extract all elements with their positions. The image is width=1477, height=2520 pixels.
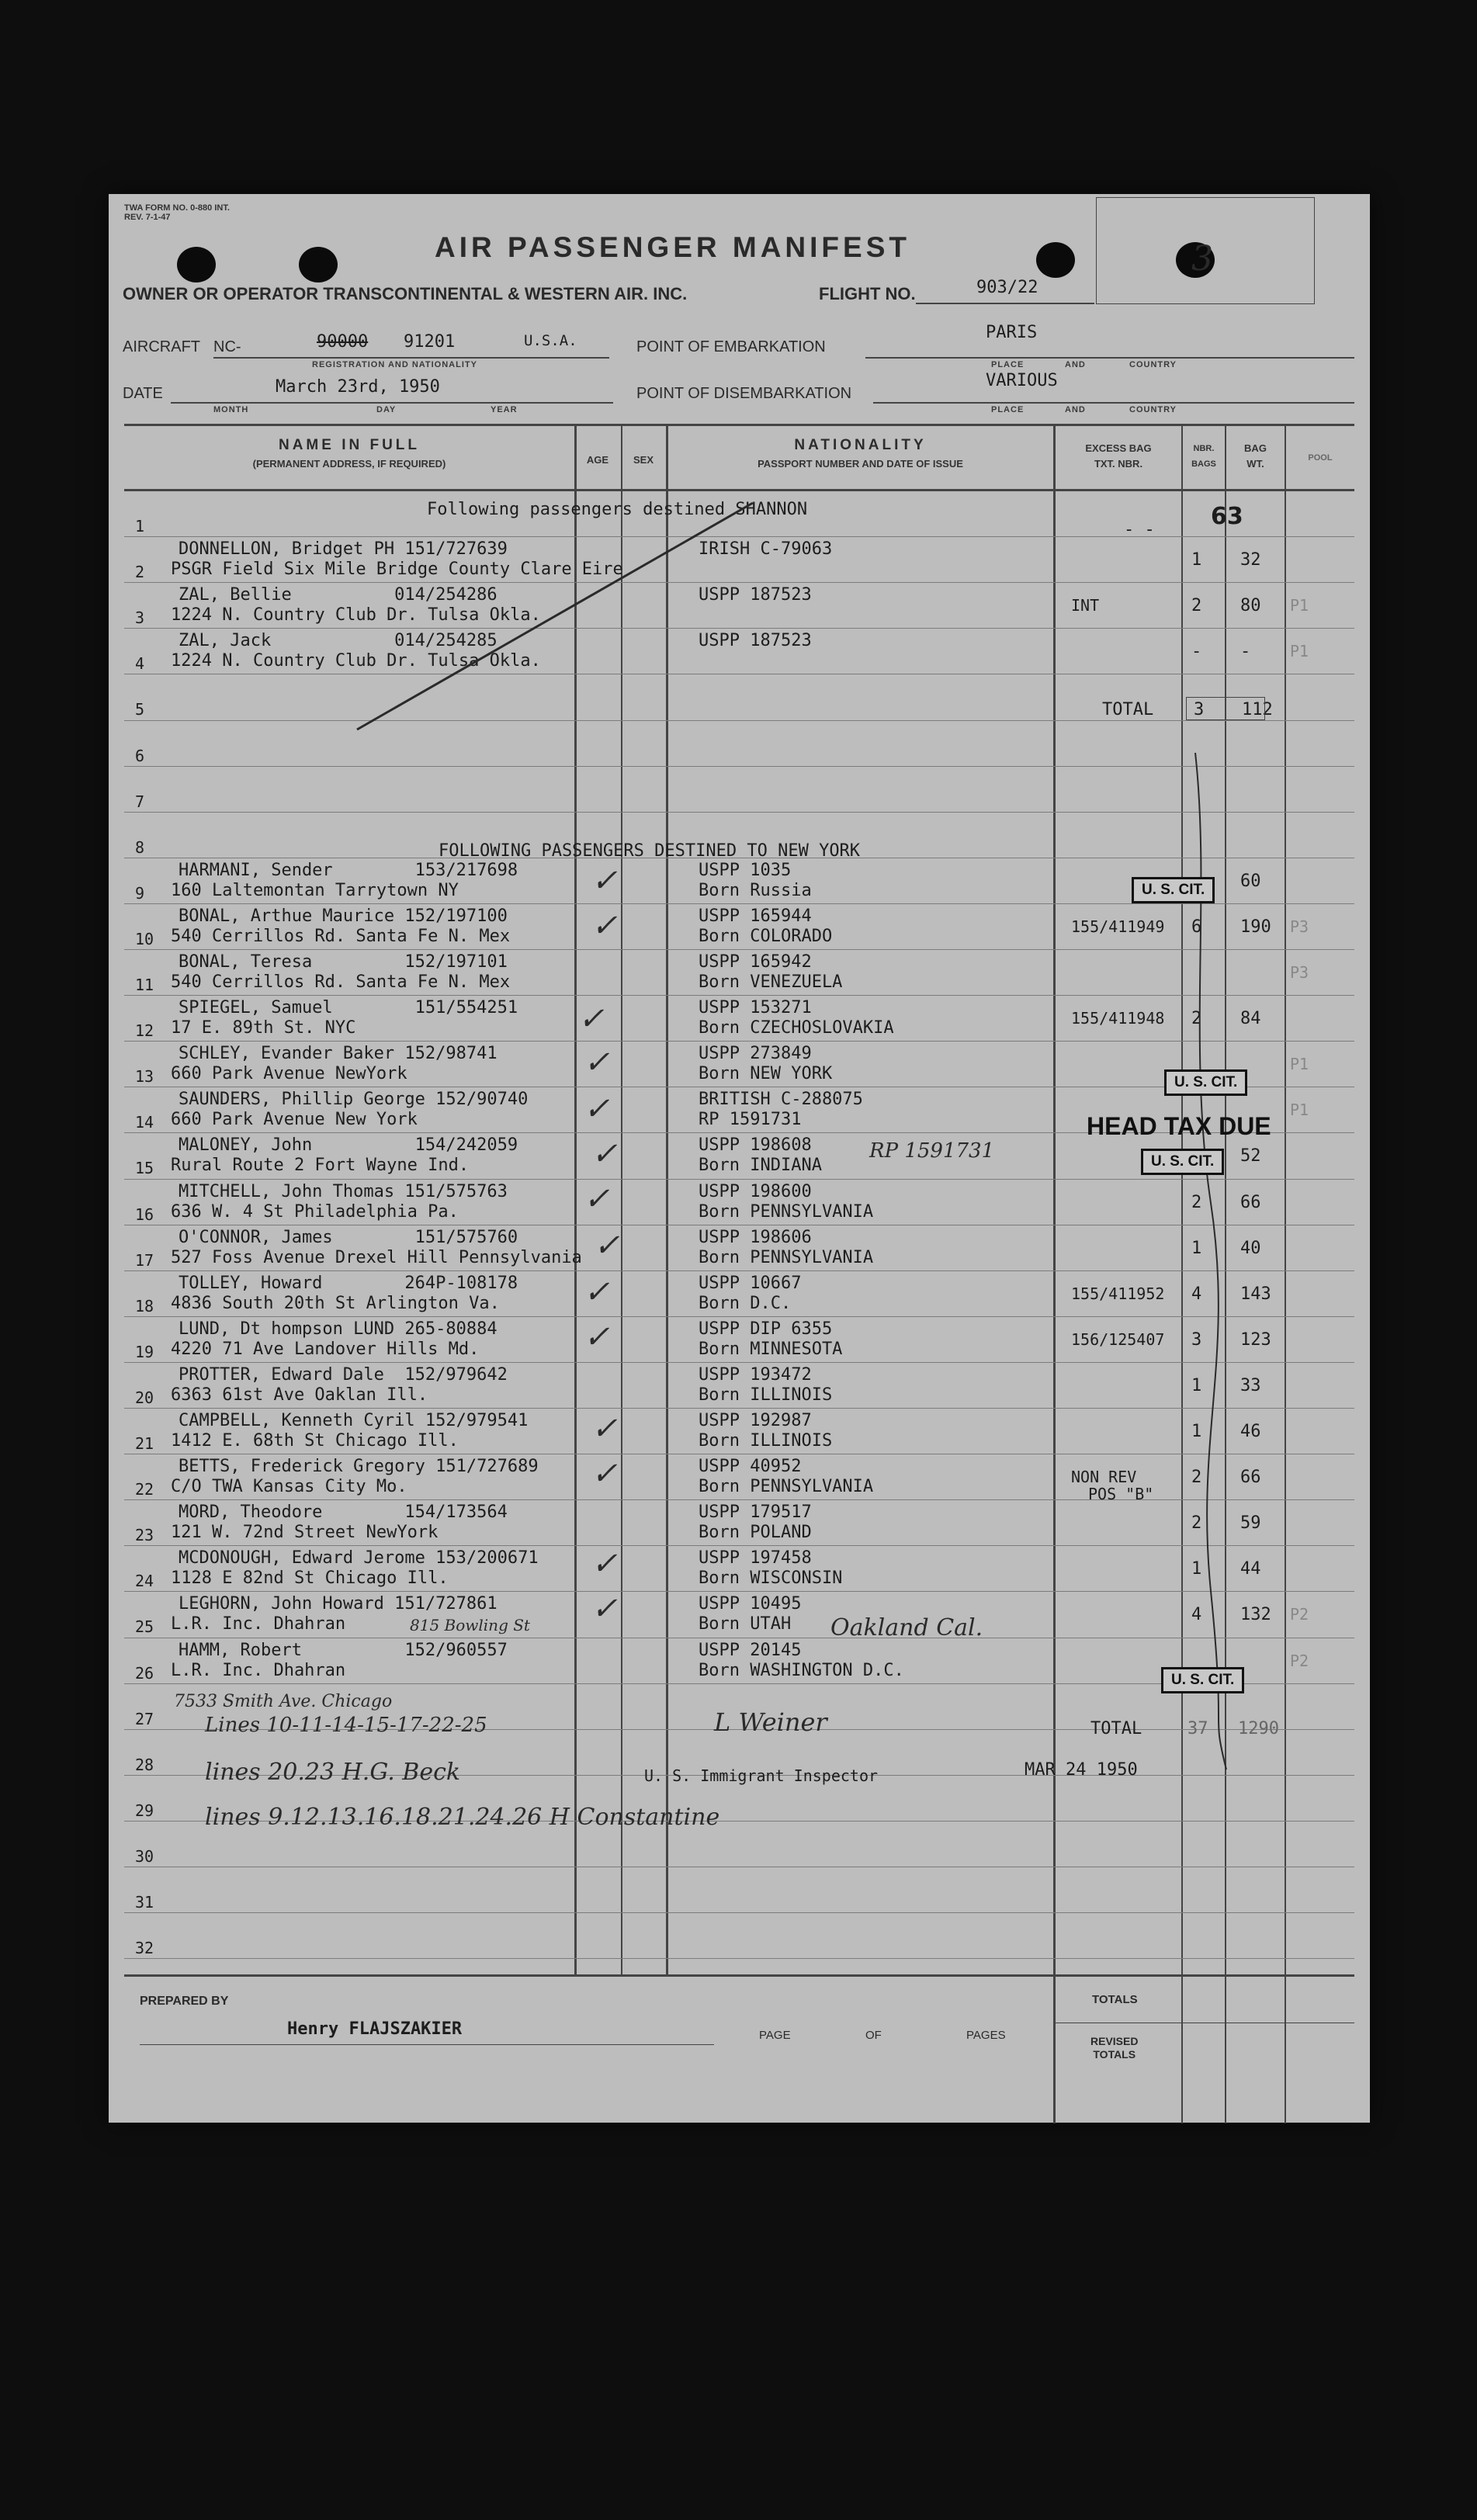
header-excess-2: TXT. NBR. [1094,458,1143,470]
passenger-passport: USPP 198600 [699,1182,812,1201]
header-pool: POOL [1308,453,1333,463]
excess-bag-ticket: 156/125407 [1071,1330,1165,1349]
check-mark: ✓ [591,1456,618,1492]
bag-total-mark: 63 [1211,503,1243,530]
bag-weight: 80 [1240,596,1261,615]
passenger-address: L.R. Inc. Dhahran [171,1661,346,1680]
section2-heading: FOLLOWING PASSENGERS DESTINED TO NEW YORK [439,841,861,861]
passenger-passport: USPP 187523 [699,631,812,650]
page-mark: 3 [1191,239,1213,279]
header-bags-1: NBR. [1193,444,1215,453]
bag-weight: 52 [1240,1146,1261,1166]
row-number: 11 [135,976,154,994]
passenger-address: 121 W. 72nd Street NewYork [171,1523,439,1542]
row-number: 25 [135,1617,154,1636]
owner-label: OWNER OR OPERATOR TRANSCONTINENTAL & WESTERN AIR. INC. [123,284,688,303]
passenger-birthplace: Born PENNSYLVANIA [699,1202,874,1222]
bag-weight: 60 [1240,872,1261,891]
passenger-name: MITCHELL, John Thomas 151/575763 [179,1182,508,1201]
check-mark: ✓ [591,1411,618,1447]
passenger-name: ZAL, Bellie 014/254286 [179,585,498,605]
pages-label: PAGES [966,2029,1006,2042]
place-caption-2: PLACE [991,405,1025,414]
row-number: 27 [135,1710,154,1728]
passenger-address: 4836 South 20th St Arlington Va. [171,1294,500,1313]
passenger-birthplace: Born INDIANA [699,1156,822,1175]
bag-weight: 66 [1240,1468,1261,1487]
passenger-passport: IRISH C-79063 [699,539,833,559]
passenger-passport: USPP 198606 [699,1228,812,1247]
row-number: 15 [135,1159,154,1177]
handwritten-oakland: Oakland Cal. [830,1614,983,1641]
passenger-birthplace: Born PENNSYLVANIA [699,1248,874,1267]
passenger-passport: USPP 10667 [699,1274,802,1293]
row-number: 29 [135,1801,154,1820]
us-cit-stamp: U. S. CIT. [1164,1069,1247,1096]
passenger-birthplace: Born NEW YORK [699,1064,833,1083]
revised-totals-label [1090,2035,1138,2061]
pool-code: P2 [1290,1605,1309,1624]
pool-code: P1 [1290,1055,1309,1073]
row-number: 19 [135,1343,154,1361]
and-caption-2: AND [1065,405,1086,414]
grand-total-weight: 1290 [1238,1719,1279,1738]
excess-bag-ticket: NON REV [1071,1468,1137,1486]
inspector-date: MAR 24 1950 [1025,1760,1138,1780]
bag-weight: 132 [1240,1605,1271,1624]
passenger-address: 160 Laltemontan Tarrytown NY [171,881,459,900]
check-mark: ✓ [591,1546,618,1582]
us-cit-stamp: U. S. CIT. [1161,1667,1244,1693]
revised-label-1: REVISED [1090,2035,1139,2047]
passenger-name: BETTS, Frederick Gregory 151/727689 [179,1457,539,1476]
passenger-name: BONAL, Arthue Maurice 152/197100 [179,906,508,926]
row-number: 20 [135,1388,154,1407]
passenger-passport: USPP 153271 [699,998,812,1017]
date-label: DATE [123,385,163,402]
passenger-name: HARMANI, Sender 153/217698 [179,861,518,880]
check-mark: ✓ [591,1136,618,1172]
excess-bag-ticket-2: POS "B" [1088,1485,1154,1503]
passenger-passport: USPP 179517 [699,1503,812,1522]
passenger-name: ZAL, Jack 014/254285 [179,631,498,650]
prepared-by-label: PREPARED BY [140,1995,229,2008]
passenger-address: 1224 N. Country Club Dr. Tulsa Okla. [171,605,541,625]
passenger-birthplace: Born Russia [699,881,812,900]
pool-code: P2 [1290,1652,1309,1670]
passenger-address: 660 Park Avenue New York [171,1110,418,1129]
passenger-passport: USPP 40952 [699,1457,802,1476]
passenger-name: LUND, Dt hompson LUND 265-80884 [179,1319,498,1339]
passenger-name: MORD, Theodore 154/173564 [179,1503,508,1522]
bag-count: 4 [1191,1284,1202,1304]
passenger-birthplace: Born D.C. [699,1294,792,1313]
header-weight-2: WT. [1246,458,1264,470]
passenger-address: 1224 N. Country Club Dr. Tulsa Okla. [171,651,541,671]
row-number: 10 [135,930,154,948]
disembarkation-value: VARIOUS [986,371,1058,390]
passenger-birthplace: Born WISCONSIN [699,1569,843,1588]
row-number: 18 [135,1297,154,1315]
aircraft-number: 91201 [404,332,456,352]
month-caption: MONTH [213,405,249,414]
section1-dashes: - - [1124,520,1155,539]
bag-weight: 84 [1240,1009,1261,1028]
row-number: 8 [135,838,145,857]
handwritten-rp: RP 1591731 [869,1139,995,1163]
header-name-title: NAME IN FULL [278,437,421,453]
pool-code: P3 [1290,963,1309,982]
bag-count: 1 [1191,1559,1202,1579]
pool-code: P1 [1290,596,1309,615]
bag-count: 1 [1191,1239,1202,1258]
bag-count: 2 [1191,1468,1202,1487]
bag-count: 4 [1191,1605,1202,1624]
passenger-address: Rural Route 2 Fort Wayne Ind. [171,1156,470,1175]
row-number: 32 [135,1939,154,1957]
passenger-address: 527 Foss Avenue Drexel Hill Pennsylvania [171,1248,582,1267]
country-caption-2: COUNTRY [1129,405,1177,414]
passenger-birthplace: RP 1591731 [699,1110,802,1129]
wavy-bracket-line [1195,753,1226,1770]
passenger-name: BONAL, Teresa 152/197101 [179,952,508,972]
aircraft-country: U.S.A. [524,332,577,349]
passenger-passport: BRITISH C-288075 [699,1090,863,1109]
header-weight-1: BAG [1244,442,1267,454]
passenger-passport: USPP 165942 [699,952,812,972]
passenger-name: SAUNDERS, Phillip George 152/90740 [179,1090,529,1109]
day-caption: DAY [376,405,397,414]
handwritten-line-28: lines 20.23 H.G. Beck [205,1759,461,1786]
handwritten-line-29: lines 9.12.13.16.18.21.24.26 H Constantine [205,1804,720,1831]
passenger-passport: USPP DIP 6355 [699,1319,833,1339]
passenger-passport: USPP 1035 [699,861,792,880]
passenger-name: TOLLEY, Howard 264P-108178 [179,1274,518,1293]
passenger-name: MCDONOUGH, Edward Jerome 153/200671 [179,1548,539,1568]
head-tax-stamp: HEAD TAX DUE [1087,1112,1271,1140]
passenger-name: SPIEGEL, Samuel 151/554251 [179,998,518,1017]
passenger-address: 1128 E 82nd St Chicago Ill. [171,1569,449,1588]
handwritten-line-27: Lines 10-11-14-15-17-22-25 [205,1714,487,1737]
passenger-birthplace: Born VENEZUELA [699,972,843,992]
header-bags-2: BAGS [1191,459,1216,469]
bag-weight: 44 [1240,1559,1261,1579]
passenger-passport: USPP 192987 [699,1411,812,1430]
passenger-birthplace: Born CZECHOSLOVAKIA [699,1018,894,1038]
bag-count: 2 [1191,596,1202,615]
passenger-birthplace: Born COLORADO [699,927,833,946]
page-label: PAGE [759,2029,791,2042]
aircraft-label: AIRCRAFT [123,338,200,355]
year-caption: YEAR [491,405,518,414]
bag-weight: - [1240,642,1251,661]
passenger-name: CAMPBELL, Kenneth Cyril 152/979541 [179,1411,529,1430]
handwritten-address: 815 Bowling St [410,1616,530,1634]
strike-line-section1 [357,503,753,730]
embarkation-value: PARIS [986,323,1038,342]
passenger-birthplace: Born UTAH [699,1614,792,1634]
form-id-line-2: REV. 7-1-47 [124,213,171,222]
passenger-passport: USPP 197458 [699,1548,812,1568]
passenger-address: 17 E. 89th St. NYC [171,1018,356,1038]
passenger-address: 540 Cerrillos Rd. Santa Fe N. Mex [171,927,511,946]
row-number: 16 [135,1205,154,1224]
passenger-address: 1412 E. 68th St Chicago Ill. [171,1431,459,1451]
embarkation-label: POINT OF EMBARKATION [636,338,826,355]
section1-total-weight: 112 [1242,700,1273,719]
row-number: 17 [135,1251,154,1270]
passenger-passport: USPP 193472 [699,1365,812,1385]
passenger-birthplace: Born POLAND [699,1523,812,1542]
passenger-address: PSGR Field Six Mile Bridge County Clare Eire [171,560,623,579]
passenger-passport: USPP 273849 [699,1044,812,1063]
disembarkation-label: POINT OF DISEMBARKATION [636,385,852,402]
and-caption-1: AND [1065,360,1086,369]
header-nationality-sub: PASSPORT NUMBER AND DATE OF ISSUE [758,458,963,470]
bag-count: 6 [1191,917,1202,937]
header-age: AGE [586,454,609,466]
bag-weight: 59 [1240,1513,1261,1533]
passenger-birthplace: Born ILLINOIS [699,1431,833,1451]
row-number: 9 [135,884,145,903]
passenger-birthplace: Born ILLINOIS [699,1385,833,1405]
row-number: 13 [135,1067,154,1086]
header-name-sub: (PERMANENT ADDRESS, IF REQUIRED) [252,458,446,470]
totals-label: TOTALS [1092,1993,1138,2006]
row-number: 1 [135,517,145,536]
us-cit-stamp: U. S. CIT. [1132,877,1215,903]
bag-count: 2 [1191,1193,1202,1212]
date-value: March 23rd, 1950 [276,377,440,397]
row-number: 26 [135,1664,154,1683]
bag-count: 2 [1191,1009,1202,1028]
excess-bag-ticket: 155/411948 [1071,1009,1165,1028]
page-title: AIR PASSENGER MANIFEST [435,231,910,263]
passenger-name: DONNELLON, Bridget PH 151/727639 [179,539,508,559]
row-number: 5 [135,700,145,719]
bag-weight: 66 [1240,1193,1261,1212]
place-caption-1: PLACE [991,360,1025,369]
row-number: 2 [135,563,145,581]
bag-count: 3 [1191,1330,1202,1350]
passenger-passport: USPP 20145 [699,1641,802,1660]
form-id-line-1: TWA FORM NO. 0-880 INT. [124,203,230,213]
bag-weight: 143 [1240,1284,1271,1304]
preparer-name: Henry FLAJSZAKIER [287,2019,463,2039]
flight-number: 903/22 [976,278,1038,297]
check-mark: ✓ [591,908,618,944]
grand-total-label: TOTAL [1090,1719,1142,1738]
header-excess-1: EXCESS BAG [1085,442,1152,454]
section1-total-bags: 3 [1194,700,1205,719]
row-number: 6 [135,747,145,765]
row-number: 31 [135,1893,154,1912]
bag-weight: 123 [1240,1330,1271,1350]
check-mark: ✓ [584,1274,610,1310]
of-label: OF [865,2029,882,2042]
check-mark: ✓ [591,1591,618,1627]
aircraft-struck: 90000 [317,332,369,352]
aircraft-prefix: NC- [213,338,241,355]
row-number: 7 [135,792,145,811]
section1-total-label: TOTAL [1102,700,1154,719]
excess-bag-ticket: INT [1071,596,1100,615]
row-number: 24 [135,1572,154,1590]
handwritten-chicago: 7533 Smith Ave. Chicago [174,1692,393,1711]
passenger-address: 540 Cerrillos Rd. Santa Fe N. Mex [171,972,511,992]
bag-weight: 33 [1240,1376,1261,1395]
signature-27: L Weiner [714,1707,827,1737]
manifest-sheet [109,194,1370,2123]
passenger-address: 660 Park Avenue NewYork [171,1064,407,1083]
bag-weight: 32 [1240,550,1261,570]
check-mark: ✓ [584,1319,610,1355]
pool-code: P1 [1290,1101,1309,1119]
passenger-address: L.R. Inc. Dhahran [171,1614,346,1634]
passenger-name: PROTTER, Edward Dale 152/979642 [179,1365,508,1385]
row-number: 28 [135,1756,154,1774]
revised-label-2: TOTALS [1093,2048,1136,2061]
passenger-passport: USPP 187523 [699,585,812,605]
bag-weight: 190 [1240,917,1271,937]
passenger-name: SCHLEY, Evander Baker 152/98741 [179,1044,498,1063]
header-sex: SEX [633,454,654,466]
registration-caption: REGISTRATION AND NATIONALITY [312,360,477,369]
passenger-address: 636 W. 4 St Philadelphia Pa. [171,1202,459,1222]
passenger-birthplace: Born MINNESOTA [699,1340,843,1359]
pool-code: P1 [1290,642,1309,660]
passenger-name: LEGHORN, John Howard 151/727861 [179,1594,498,1614]
passenger-birthplace: Born PENNSYLVANIA [699,1477,874,1496]
passenger-address: C/O TWA Kansas City Mo. [171,1477,407,1496]
prepared-underline [140,2044,714,2045]
row-number: 23 [135,1526,154,1544]
inspector-label: U. S. Immigrant Inspector [644,1766,879,1785]
passenger-passport: USPP 10495 [699,1594,802,1614]
check-mark: ✓ [584,1181,610,1217]
row-number: 14 [135,1113,154,1132]
row-number: 30 [135,1847,154,1866]
footer-top-rule [124,1974,1354,1977]
check-mark: ✓ [584,1045,610,1080]
passenger-address: 4220 71 Ave Landover Hills Md. [171,1340,480,1359]
check-mark: ✓ [578,1001,605,1037]
row-number: 22 [135,1480,154,1499]
passenger-name: O'CONNOR, James 151/575760 [179,1228,518,1247]
check-mark: ✓ [591,863,618,899]
excess-bag-ticket: 155/411949 [1071,917,1165,936]
check-mark: ✓ [584,1091,610,1127]
row-number: 21 [135,1434,154,1453]
bag-count: 1 [1191,1376,1202,1395]
bag-count: 1 [1191,1422,1202,1441]
bag-weight: 46 [1240,1422,1261,1441]
section1-heading: Following passengers destined SHANNON [427,500,808,519]
bag-count: - [1191,642,1202,661]
grand-total-bags: 37 [1187,1719,1208,1738]
passenger-birthplace: Born WASHINGTON D.C. [699,1661,904,1680]
row-number: 12 [135,1021,154,1040]
passenger-name: HAMM, Robert 152/960557 [179,1641,508,1660]
passenger-passport: USPP 165944 [699,906,812,926]
excess-bag-ticket: 155/411952 [1071,1284,1165,1303]
bag-weight: 40 [1240,1239,1261,1258]
pool-code: P3 [1290,917,1309,936]
country-caption-1: COUNTRY [1129,360,1177,369]
passenger-address: 6363 61st Ave Oaklan Ill. [171,1385,428,1405]
row-number: 4 [135,654,145,673]
header-nationality-title: NATIONALITY [794,437,927,453]
us-cit-stamp: U. S. CIT. [1141,1149,1224,1175]
flight-label: FLIGHT NO. [819,284,916,303]
bag-count: 1 [1191,550,1202,570]
passenger-passport: USPP 198608 [699,1135,812,1155]
check-mark: ✓ [594,1228,620,1263]
row-number: 3 [135,608,145,627]
bag-count: 2 [1191,1513,1202,1533]
passenger-name: MALONEY, John 154/242059 [179,1135,518,1155]
